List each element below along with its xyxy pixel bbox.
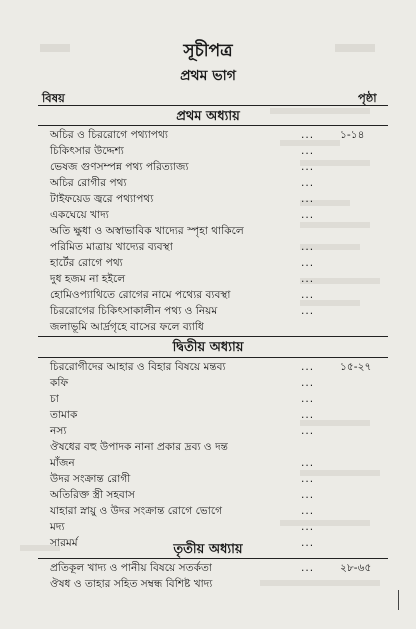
entry-text: উদর সংক্রান্ত রোগী <box>50 473 131 485</box>
entry-text: ঔষধের বহু উপাদক নানা প্রকার দ্রব্য ও দন্ত <box>50 441 228 453</box>
entry-text: মদ্য <box>50 521 65 533</box>
entry-text: দুধ হজম না হইলে <box>50 273 126 285</box>
column-header-subject: বিষয় <box>42 91 65 105</box>
page-number: ১-১৪ <box>340 129 365 141</box>
chapter-heading: প্রথম অধ্যায় <box>176 109 240 124</box>
entry-text: মাঁজন <box>50 457 75 469</box>
entry-text: নস্য <box>50 425 67 437</box>
chapter-heading: তৃতীয় অধ্যায় <box>173 542 243 557</box>
toc-entry[interactable] <box>50 391 380 407</box>
leader-dots: ... <box>301 562 315 574</box>
chapter-rule <box>38 558 388 559</box>
entry-text: কফি <box>50 377 69 389</box>
entry-text: পরিমিত মাত্রায় খাদ্যের ব্যবস্থা <box>50 241 173 253</box>
chapter-rule <box>38 336 388 337</box>
part-heading: প্রথম ভাগ <box>180 68 236 84</box>
leader-dots: ... <box>301 129 315 141</box>
toc-entry[interactable] <box>50 576 380 592</box>
leader-dots: ... <box>301 425 315 437</box>
toc-entry[interactable] <box>50 255 380 271</box>
entry-text: অচির রোগীর পথ্য <box>50 177 127 189</box>
leader-dots: ... <box>301 521 315 533</box>
leader-dots: ... <box>301 273 315 285</box>
toc-entry[interactable] <box>50 143 380 159</box>
toc-entry[interactable] <box>50 159 380 175</box>
entry-text: চা <box>50 393 59 405</box>
entry-text: একঘেয়ে খাদ্য <box>50 209 109 221</box>
entry-text: অতি ক্ষুধা ও অস্বাভাবিক খাদ্যের স্পৃহা থাকিলে <box>50 225 244 237</box>
header-rule <box>38 105 388 106</box>
toc-entry[interactable] <box>50 503 380 519</box>
page-number: ১৫-২৭ <box>340 361 372 373</box>
toc-entry[interactable] <box>50 359 380 375</box>
entry-text: সারমর্ম <box>50 537 78 549</box>
page-title: সূচীপত্র <box>183 41 233 61</box>
leader-dots: ... <box>301 489 315 501</box>
leader-dots: ... <box>301 377 315 389</box>
leader-dots: ... <box>301 393 315 405</box>
toc-entry[interactable] <box>50 519 380 535</box>
leader-dots: ... <box>301 361 315 373</box>
entry-text: চিকিৎসার উদ্দেশ্য <box>50 145 124 157</box>
leader-dots: ... <box>301 473 315 485</box>
leader-dots: ... <box>301 177 315 189</box>
leader-dots: ... <box>301 409 315 421</box>
toc-entry[interactable] <box>50 191 380 207</box>
entry-text: যাহারা স্নায়ু ও উদর সংক্রান্ত রোগে ভোগে <box>50 505 223 517</box>
leader-dots: ... <box>301 209 315 221</box>
toc-entry[interactable] <box>50 223 380 239</box>
toc-entry[interactable] <box>50 439 380 455</box>
chapter-rule <box>38 357 388 358</box>
entry-text: অচির ও চিররোগে পথ্যাপথ্য <box>50 129 168 141</box>
leader-dots: ... <box>301 505 315 517</box>
toc-entry[interactable] <box>50 375 380 391</box>
chapter-rule <box>38 125 388 126</box>
toc-entry[interactable] <box>50 127 380 143</box>
toc-entry[interactable] <box>50 239 380 255</box>
entry-text: প্রতিকূল খাদ্য ও পানীয় বিষয়ে সতর্কতা <box>50 562 212 574</box>
leader-dots: ... <box>301 257 315 269</box>
page-number: ২৮-৬৫ <box>340 562 372 574</box>
toc-entry[interactable] <box>50 560 380 576</box>
toc-entry[interactable] <box>50 407 380 423</box>
toc-entry[interactable] <box>50 487 380 503</box>
column-header-page: পৃষ্ঠা <box>358 91 377 105</box>
entry-text: হার্টের রোগে পথ্য <box>50 257 123 269</box>
entry-text: অতিরিক্ত স্ত্রী সহবাস <box>50 489 135 501</box>
chapter-heading: দ্বিতীয় অধ্যায় <box>172 340 244 355</box>
entry-text: চিররোগের চিকিৎসাকালীন পথ্য ও নিয়ম <box>50 305 218 317</box>
toc-entry[interactable] <box>50 287 380 303</box>
entry-text: জলাভূমি আর্দ্রগৃহে বাসের ফলে ব্যাধি <box>50 321 204 333</box>
entry-text: হোমিওপ্যাথিতে রোগের নামে পথ্যের ব্যবস্থা <box>50 289 231 301</box>
leader-dots: ... <box>301 537 315 549</box>
leader-dots: ... <box>301 305 315 317</box>
leader-dots: ... <box>301 241 315 253</box>
entry-text: টাইফয়েড জ্বরে পথ্যাপথ্য <box>50 193 154 205</box>
toc-entry[interactable] <box>50 207 380 223</box>
toc-entry[interactable] <box>50 175 380 191</box>
entry-text: চিররোগীদের আহার ও বিহার বিষয়ে মন্তব্য <box>50 361 226 373</box>
toc-entry[interactable] <box>50 455 380 471</box>
entry-text: ভেষজ গুণসম্পন্ন পথ্য পরিত্যাজ্য <box>50 161 189 173</box>
toc-entry[interactable] <box>50 271 380 287</box>
toc-entry[interactable] <box>50 471 380 487</box>
entry-text: ঔষধ ও তাহার সহিত সম্বন্ধ বিশিষ্ট খাদ্য <box>50 578 213 590</box>
entry-text: তামাক <box>50 409 78 421</box>
toc-entry[interactable] <box>50 423 380 439</box>
leader-dots: ... <box>301 289 315 301</box>
leader-dots: ... <box>301 457 315 469</box>
margin-mark <box>398 590 399 610</box>
leader-dots: ... <box>301 161 315 173</box>
leader-dots: ... <box>301 145 315 157</box>
toc-entry[interactable] <box>50 303 380 319</box>
toc-entry[interactable] <box>50 319 380 335</box>
leader-dots: ... <box>301 193 315 205</box>
